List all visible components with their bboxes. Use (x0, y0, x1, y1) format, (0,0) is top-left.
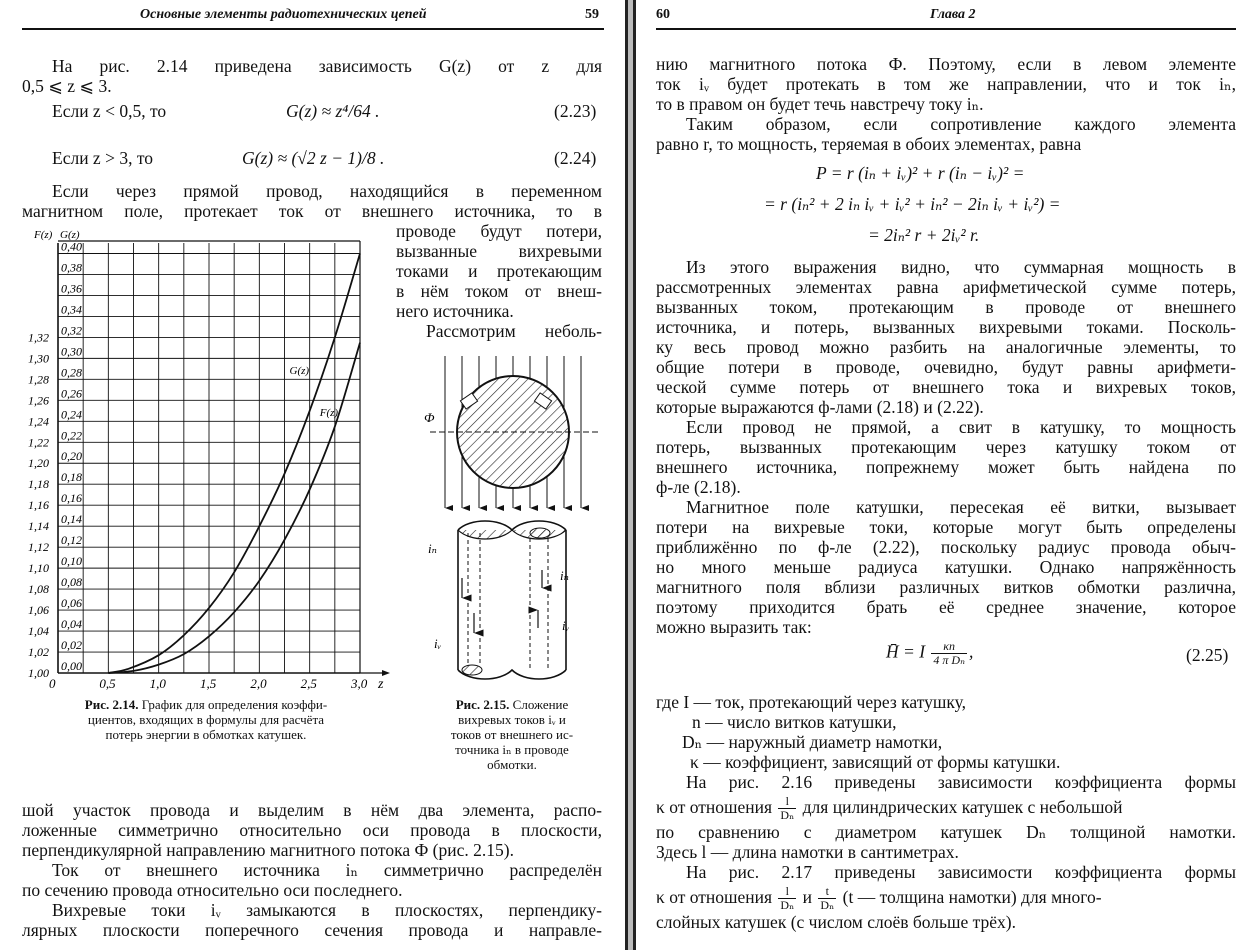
x-tick-label: 1,5 (200, 676, 217, 691)
running-header-title: Глава 2 (930, 7, 976, 22)
y-tick-label-f: 1,06 (28, 603, 49, 618)
y-tick-label-f: 1,08 (28, 582, 49, 597)
text-line: него источника. (396, 301, 514, 321)
x-axis-arrow (382, 670, 390, 676)
text-line: которые выражаются ф-лами (2.18) и (2.22). (656, 397, 984, 417)
y-tick-label-f: 1,14 (28, 519, 49, 534)
caption-line: Сложение (512, 697, 569, 712)
figure-2-14-caption (22, 697, 390, 742)
y-tick-label-g: 0,04 (61, 617, 82, 632)
series-label: G(z) (289, 365, 310, 378)
text-line: приближённо по ф-ле (2.22), поскольку радиус провода обыч- (656, 537, 1236, 557)
side-text (396, 221, 602, 341)
y-tick-label-f: 1,30 (28, 351, 49, 366)
where-line: где I — ток, протекающий через катушку, (656, 692, 966, 712)
y-tick-label-g: 0,06 (61, 596, 82, 611)
text-line: Из этого выражения видно, что суммарная мощность в (686, 257, 1236, 277)
paragraph-7 (656, 862, 1236, 932)
label-iv-left: iᵥ (434, 636, 442, 651)
y-tick-label-f: 1,12 (28, 540, 49, 555)
flux-label: Ф (424, 410, 435, 425)
text-line: Таким образом, если сопротивление каждого элемента (686, 114, 1236, 134)
right-page (636, 0, 1260, 950)
paragraph-3 (656, 257, 1236, 637)
where-line: n — число витков катушки, (692, 712, 897, 732)
text-line: по сечению провода относительно оси последнего. (22, 880, 403, 900)
y-tick-label-f: 1,00 (28, 666, 49, 680)
text-line: по сравнению с диаметром катушек Dₙ толщиной намотки. (656, 822, 1236, 843)
y-tick-label-f: 1,04 (28, 624, 49, 639)
paragraph-1 (656, 54, 1236, 154)
caption-line: циентов, входящих в формулы для расчёта (87, 712, 325, 727)
figure-2-15-illustration (410, 348, 610, 693)
x-tick-label: 1,0 (149, 676, 166, 691)
fraction-numerator: l (778, 885, 796, 899)
text-line: поэтому приходится брать её среднее значение, которое (656, 597, 1236, 617)
x-tick-label: 0 (49, 676, 56, 691)
text-fragment: (t — толщина намотки) для много- (842, 887, 1102, 907)
y-tick-label-g: 0,08 (61, 575, 82, 590)
text-line: Вихревые токи iᵥ замыкаются в плоскостях, перпендику- (52, 900, 602, 920)
fraction-denominator: Dₙ (780, 898, 795, 913)
eq-2-23-formula: G(z) ≈ z⁴/64 . (286, 101, 380, 121)
y-tick-label-g: 0,14 (61, 512, 82, 527)
y-tick-label-g: 0,24 (61, 407, 82, 422)
text-line: внешнего источника, попрежнему может быть найдена по (656, 457, 1236, 477)
y-tick-label-g: 0,28 (61, 365, 82, 380)
fraction-numerator: κn (931, 640, 967, 654)
y-tick-label-f: 1,16 (28, 498, 49, 513)
text-line: вызванных током, протекающим в проводе от внешнего (656, 297, 1236, 317)
y-tick-label-f: 1,26 (28, 393, 49, 408)
text-line: вызванные вихревыми (396, 241, 602, 261)
paragraph-6 (656, 772, 1236, 862)
bottom-paragraph (22, 800, 602, 940)
y-tick-label-g: 0,20 (61, 449, 82, 464)
caption-line: График для определения коэффи- (141, 697, 328, 712)
eq-2-24-formula: G(z) ≈ (√2 z − 1)/8 . (242, 148, 385, 168)
text-line: потерь, вызванных протекающим через катушку током от (656, 437, 1236, 457)
figure-2-14-chart (0, 226, 395, 696)
where-line: κ — коэффициент, зависящий от формы катушки. (690, 752, 1061, 772)
power-eq-line-1: P = r (iₙ + iᵥ)² + r (iₙ − iᵥ)² = (816, 163, 1025, 183)
eq-2-25-lhs: H̄ = I (886, 641, 926, 662)
text-line: На рис. 2.14 приведена зависимость G(z) от z для (52, 56, 602, 76)
fraction-denominator: Dₙ (780, 808, 795, 823)
power-eq-line-2: = r (iₙ² + 2 iₙ iᵥ + iᵥ² + iₙ² − 2iₙ iᵥ + iᵥ²) = (764, 194, 1061, 214)
fraction-numerator: t (818, 885, 836, 899)
y-tick-label-f: 1,24 (28, 414, 49, 429)
caption-line: потерь энергии в обмотках катушек. (105, 727, 307, 742)
text-fragment: и (802, 887, 813, 907)
where-list (656, 692, 1236, 772)
text-line: На рис. 2.16 приведены зависимости коэффициента формы (686, 772, 1236, 792)
caption-line: токов от внешнего ис- (450, 727, 574, 742)
text-line (656, 792, 1236, 822)
left-page (0, 0, 625, 950)
page-number: 60 (656, 7, 670, 22)
where-line: Dₙ — наружный диаметр намотки, (682, 732, 943, 752)
label-iv-right: iᵥ (562, 618, 570, 633)
y-tick-label-g: 0,36 (61, 281, 82, 296)
header-rule (656, 28, 1236, 30)
inline-fraction (778, 795, 796, 822)
chart-ticks (28, 239, 368, 691)
y-tick-label-g: 0,18 (61, 470, 82, 485)
text-fragment: для цилиндрических катушек с небольшой (802, 797, 1123, 817)
text-line: ложенные симметрично относительно оси провода в плоскости, (22, 820, 602, 840)
text-line: лярных плоскости поперечного сечения провода и направле- (22, 920, 602, 940)
chart-grid (58, 241, 390, 676)
text-line: Ток от внешнего источника iₙ симметрично распределён (52, 860, 602, 880)
y-tick-label-g: 0,40 (61, 239, 82, 254)
y-tick-label-f: 1,22 (28, 435, 49, 450)
figure-2-15-caption (412, 697, 612, 772)
text-line: нию магнитного потока Ф. Поэтому, если в левом элементе (656, 54, 1236, 74)
text-line: ческой сумме потерь от внешнего тока и вихревых токов, (656, 377, 1236, 397)
header-rule (22, 28, 604, 30)
page-number: 59 (585, 7, 599, 22)
eq-2-23-condition: Если z < 0,5, то (52, 101, 167, 121)
y-tick-label-f: 1,28 (28, 372, 49, 387)
text-line: Магнитное поле катушки, пересекая её витки, вызывает (686, 497, 1236, 517)
x-tick-label: 2,0 (250, 676, 267, 691)
text-line: рассмотренных элементах равна арифметической сумме потерь, (656, 277, 1236, 297)
x-axis-label: z (378, 677, 384, 692)
eq-2-25-number: (2.25) (1186, 645, 1229, 665)
wire-paragraph (22, 181, 602, 221)
y-tick-label-g: 0,34 (61, 302, 82, 317)
text-line: Здесь l — длина намотки в сантиметрах. (656, 842, 959, 863)
text-line: источника, и потерь, вызванных вихревыми токами. Посколь- (656, 317, 1236, 337)
y-tick-label-f: 1,10 (28, 561, 49, 576)
y-tick-label-f: 1,20 (28, 456, 49, 471)
y-tick-label-f: 1,32 (28, 330, 49, 345)
eq-2-25-fraction (931, 640, 967, 667)
label-in-right: iₙ (560, 568, 569, 583)
label-in-left: iₙ (428, 541, 437, 556)
fraction-denominator: Dₙ (820, 898, 835, 913)
y-axis-label-f: F(z) (34, 229, 53, 241)
text-line: ток iᵥ будет протекать в том же направлении, что и ток iₙ, (656, 74, 1236, 94)
text-line: можно выразить так: (656, 617, 812, 637)
book-spine (625, 0, 636, 950)
y-tick-label-g: 0,30 (61, 344, 82, 359)
y-tick-label-g: 0,38 (61, 260, 82, 275)
text-line: слойных катушек (с числом слоёв больше трёх). (656, 912, 1016, 933)
text-line: ку весь провод можно разбить на аналогичные элементы, то (656, 337, 1236, 357)
fraction-numerator: l (778, 795, 796, 809)
caption-line: обмотки. (487, 757, 537, 772)
text-line: то в правом он будет течь навстречу току iₙ. (656, 94, 984, 114)
caption-line: точника iₙ в проводе (455, 742, 569, 757)
x-tick-label: 3,0 (351, 676, 368, 691)
text-line: Рассмотрим неболь- (426, 321, 602, 341)
y-tick-label-g: 0,00 (61, 659, 82, 673)
fraction-denominator: 4 π Dₙ (933, 653, 965, 667)
text-line: перпендикулярной направлению магнитного потока Ф (рис. 2.15). (22, 840, 514, 860)
y-axis-label-g: G(z) (60, 229, 80, 241)
text-fragment: κ от отношения (656, 797, 773, 817)
y-tick-label-g: 0,12 (61, 533, 82, 548)
series-label: F(z) (319, 407, 339, 420)
intro-paragraph (22, 56, 602, 96)
power-eq-line-3: = 2iₙ² r + 2iᵥ² r. (868, 225, 980, 245)
x-tick-label: 0,5 (99, 676, 116, 691)
text-line: общие потери в проводе, очевидно, будут равны арифмети- (656, 357, 1236, 377)
y-tick-label-g: 0,02 (61, 638, 82, 653)
y-tick-label-f: 1,18 (28, 477, 49, 492)
text-line: но много меньше радиуса катушки. Однако напряжённость (656, 557, 1236, 577)
text-line (656, 882, 1236, 912)
y-tick-label-g: 0,26 (61, 386, 82, 401)
text-line: На рис. 2.17 приведены зависимости коэффициента формы (686, 862, 1236, 882)
y-tick-label-g: 0,16 (61, 491, 82, 506)
running-header-title: Основные элементы радиотехнических цепей (140, 7, 427, 22)
text-line: ф-ле (2.18). (656, 477, 741, 497)
text-line: шой участок провода и выделим в нём два элемента, распо- (22, 800, 602, 820)
text-line: в нём током от внеш- (396, 281, 602, 301)
eq-2-23-number: (2.23) (554, 101, 597, 121)
caption-line: вихревых токов iᵥ и (458, 712, 566, 727)
eq-2-25-tail: , (968, 641, 974, 662)
eq-2-25-formula (886, 640, 973, 667)
caption-label: Рис. 2.14. (84, 697, 139, 712)
text-fragment: κ от отношения (656, 887, 773, 907)
text-line: магнитного поля вблизи различных витков обмотки различна, (656, 577, 1236, 597)
text-line: 0,5 ⩽ z ⩽ 3. (22, 76, 112, 96)
text-line: магнитном поле, протекает ток от внешнего источника, то в (22, 201, 602, 221)
y-tick-label-g: 0,22 (61, 428, 82, 443)
caption-label: Рис. 2.15. (455, 697, 510, 712)
y-tick-label-g: 0,32 (61, 323, 82, 338)
text-line: проводе будут потери, (396, 221, 602, 241)
y-tick-label-g: 0,10 (61, 554, 82, 569)
text-line: равно r, то мощность, теряемая в обоих элементах, равна (656, 134, 1082, 154)
x-tick-label: 2,5 (300, 676, 317, 691)
text-line: Если через прямой провод, находящийся в переменном (52, 181, 602, 201)
wire-segment-drawing (458, 521, 566, 679)
inline-fraction (778, 885, 796, 912)
text-line: Если провод не прямой, а свит в катушку, то мощность (686, 417, 1236, 437)
chart-labels (33, 229, 384, 692)
y-tick-label-f: 1,02 (28, 645, 49, 660)
text-line: потери на вихревые токи, которые могут быть определены (656, 517, 1236, 537)
eq-2-24-condition: Если z > 3, то (52, 148, 153, 168)
inline-fraction (818, 885, 836, 912)
eq-2-24-number: (2.24) (554, 148, 597, 168)
text-line: токами и протекающим (396, 261, 602, 281)
